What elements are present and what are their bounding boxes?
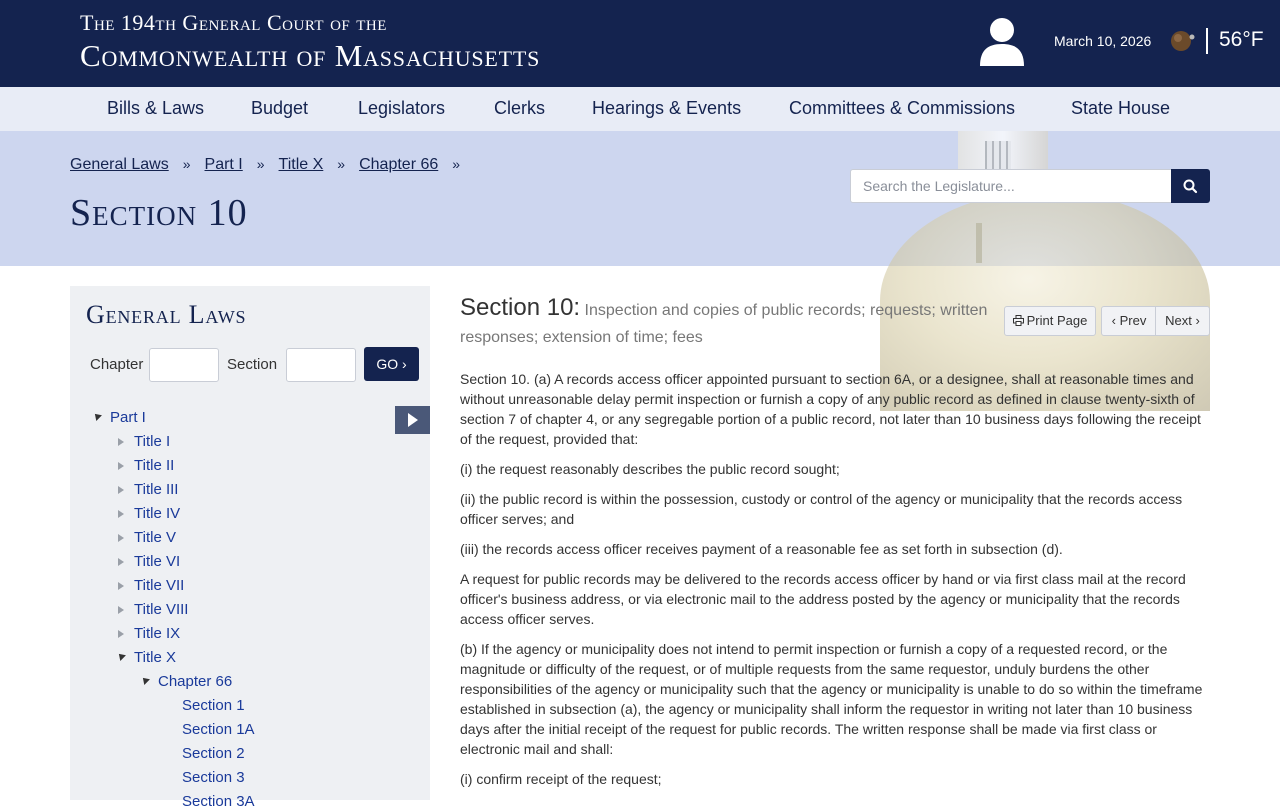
breadcrumb-separator: » — [452, 156, 461, 172]
current-date: March 10, 2026 — [1054, 33, 1152, 49]
general-laws-sidebar — [70, 286, 430, 810]
nav-state-house[interactable]: State House — [1071, 98, 1171, 118]
prev-button[interactable]: ‹ Prev — [1101, 306, 1157, 336]
breadcrumb-general-laws[interactable]: General Laws — [70, 156, 169, 173]
search-input[interactable] — [850, 169, 1172, 203]
court-title-line1[interactable]: The 194th General Court of the — [80, 10, 387, 35]
nav-budget[interactable]: Budget — [251, 98, 309, 118]
tree-section[interactable]: Section 2 — [182, 745, 245, 762]
tree-title[interactable]: Title VII — [134, 577, 185, 594]
tree-title[interactable]: Title V — [134, 529, 176, 546]
breadcrumb-title-x[interactable]: Title X — [278, 156, 324, 173]
next-button[interactable]: Next › — [1155, 306, 1210, 336]
expanded-triangle-icon[interactable] — [116, 651, 126, 661]
section-heading — [460, 294, 1000, 351]
breadcrumb-part-i[interactable]: Part I — [204, 156, 243, 173]
law-paragraph: A request for public records may be delivered to the records access officer by hand or via first class mail at the record officer's business address, or via electronic mail to the address posted by the agency or municipality that the records access officer serves. — [460, 571, 1186, 627]
expanded-triangle-icon[interactable] — [92, 411, 102, 421]
chapter-input[interactable] — [149, 348, 219, 382]
tree-title[interactable]: Title III — [134, 481, 179, 498]
lantern-post-image — [976, 223, 982, 263]
collapsed-triangle-icon[interactable] — [118, 462, 124, 470]
collapsed-triangle-icon[interactable] — [118, 606, 124, 614]
law-paragraph: (iii) the records access officer receives payment of a reasonable fee as set forth in subsection (d). — [460, 541, 1063, 557]
top-header — [0, 0, 1280, 87]
collapsed-triangle-icon[interactable] — [118, 630, 124, 638]
tree-title[interactable]: Title II — [134, 457, 175, 474]
section-label: Section 10: — [460, 294, 581, 321]
collapsed-triangle-icon[interactable] — [118, 510, 124, 518]
print-page-label: Print Page — [1026, 313, 1088, 328]
law-paragraph: (ii) the public record is within the possession, custody or control of the agency or municipality that the records access officer serves; and — [460, 491, 1183, 527]
collapsed-triangle-icon[interactable] — [118, 486, 124, 494]
search-button[interactable] — [1171, 169, 1210, 203]
printer-icon — [1013, 315, 1024, 326]
tree-chapter-66[interactable]: Chapter 66 — [158, 673, 233, 690]
nav-legislators[interactable]: Legislators — [358, 98, 446, 118]
user-account-icon[interactable] — [978, 16, 1026, 66]
weather-divider — [1206, 28, 1208, 54]
page-title: Section 10 — [70, 192, 248, 234]
tree-title[interactable]: Title VI — [134, 553, 181, 570]
collapsed-triangle-icon[interactable] — [118, 582, 124, 590]
expand-sidebar-button[interactable] — [395, 406, 430, 434]
breadcrumb-separator: » — [337, 156, 346, 172]
collapsed-triangle-icon[interactable] — [118, 438, 124, 446]
tree-title[interactable]: Title IV — [134, 505, 181, 522]
nav-bills-laws[interactable]: Bills & Laws — [107, 98, 205, 118]
section-subtitle: Inspection and copies of public records; requests; written responses; extension of time; fees — [460, 302, 988, 346]
page-banner — [0, 131, 1280, 266]
breadcrumb-separator: » — [182, 156, 191, 172]
law-paragraph: (b) If the agency or municipality does not intend to permit inspection or furnish a copy of a requested record, or the magnitude or difficulty of the request, or of multiple requests from the same requestor, unduly burdens the other responsibilities of the agency or municipality such that the agency or municipality is unable to do so within the timeframe established in subsection (a), the agency or municipality shall inform the requestor in writing not later than 10 business days after the initial receipt of the request for public records. The written response shall be made via first class or electronic mail and shall: — [460, 641, 1203, 757]
play-arrow-icon — [395, 406, 430, 434]
tree-section[interactable]: Section 3 — [182, 769, 245, 786]
chapter-label: Chapter — [90, 356, 144, 373]
print-page-button[interactable] — [1004, 306, 1096, 336]
section-label: Section — [227, 356, 278, 373]
nav-hearings-events[interactable]: Hearings & Events — [592, 98, 742, 118]
breadcrumb — [70, 156, 474, 174]
weather-cloud-icon — [1168, 29, 1196, 53]
tree-section[interactable]: Section 3A — [182, 793, 255, 810]
expanded-triangle-icon[interactable] — [140, 675, 150, 685]
sidebar-title: General Laws — [86, 300, 247, 329]
nav-clerks[interactable]: Clerks — [494, 98, 546, 118]
section-input[interactable] — [286, 348, 356, 382]
go-button[interactable]: GO › — [364, 347, 419, 381]
tree-title[interactable]: Title VIII — [134, 601, 189, 618]
tree-section[interactable]: Section 1 — [182, 697, 245, 714]
tree-title[interactable]: Title I — [134, 433, 171, 450]
tree-title[interactable]: Title IX — [134, 625, 181, 642]
tree-title-x[interactable]: Title X — [134, 649, 176, 666]
law-paragraph: (i) confirm receipt of the request; — [460, 771, 662, 787]
main-nav — [0, 87, 1280, 131]
search-icon — [1171, 169, 1210, 203]
law-paragraph: Section 10. (a) A records access officer appointed pursuant to section 6A, or a designee, shall at reasonable times and without unreasonable delay permit inspection or furnish a copy of any public record as defined in clause twenty-sixth of section 7 of chapter 4, or any segregable portion of a public record, not later than 10 business days following the receipt of the request, provided that: — [460, 371, 1201, 447]
tree-part-i[interactable]: Part I — [110, 409, 146, 426]
law-paragraph: (i) the request reasonably describes the public record sought; — [460, 461, 840, 477]
collapsed-triangle-icon[interactable] — [118, 558, 124, 566]
tree-section[interactable]: Section 1A — [182, 721, 255, 738]
current-temperature: 56°F — [1219, 28, 1264, 51]
nav-committees-commissions[interactable]: Committees & Commissions — [789, 98, 1016, 118]
breadcrumb-chapter-66[interactable]: Chapter 66 — [359, 156, 439, 173]
court-title-line2[interactable]: Commonwealth of Massachusetts — [80, 38, 541, 73]
breadcrumb-separator: » — [256, 156, 265, 172]
collapsed-triangle-icon[interactable] — [118, 534, 124, 542]
